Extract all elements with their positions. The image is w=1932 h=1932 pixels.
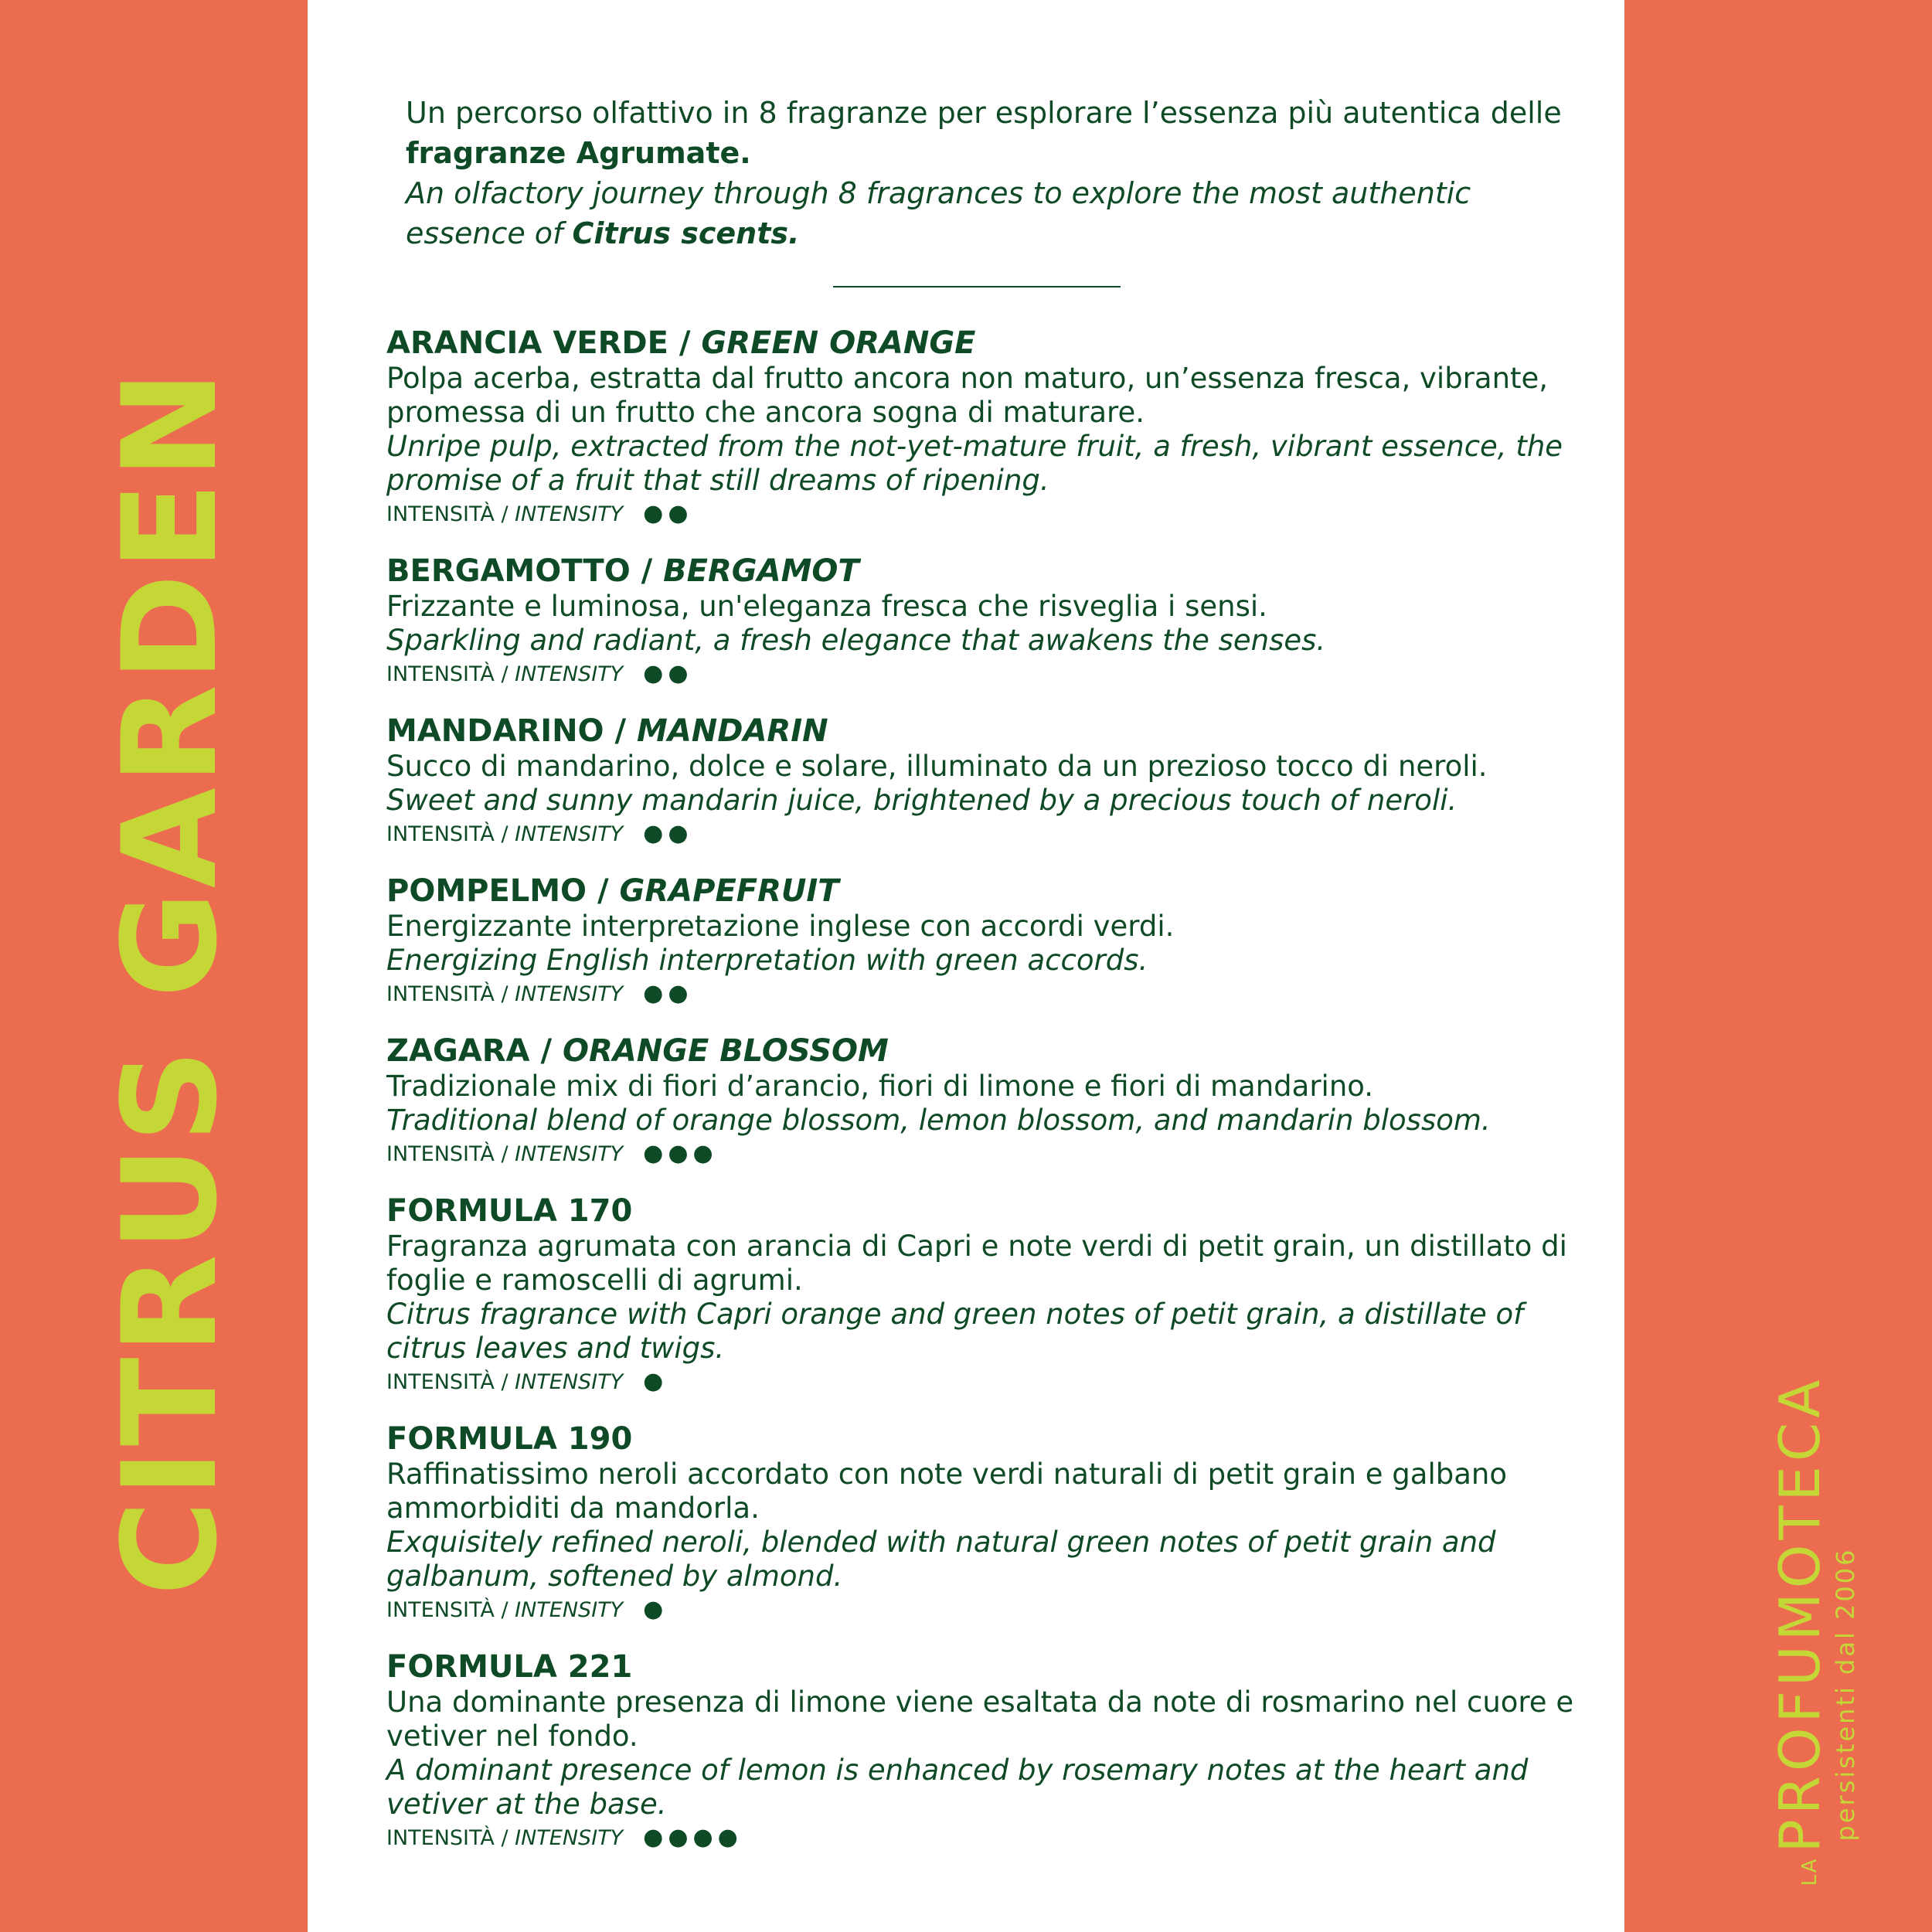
intro-english: An olfactory journey through 8 fragrances to explore the most authentic essence of Citrus scents. <box>406 176 1471 250</box>
fragrance-entry <box>386 1032 1577 1169</box>
fragrance-entry <box>386 1648 1577 1853</box>
intensity-label-en: INTENSITY <box>515 982 624 1006</box>
intensity-label-en: INTENSITY <box>515 1598 624 1622</box>
description-english: Unripe pulp, extracted from the not-yet-mature fruit, a fresh, vibrant essence, the promise of a fruit that still dreams of ripening. <box>386 430 1563 497</box>
description-italian: Succo di mandarino, dolce e solare, illuminato da un prezioso tocco di neroli. <box>386 750 1488 783</box>
intensity-label-en: INTENSITY <box>515 1142 624 1166</box>
intensity-row <box>386 1823 1577 1853</box>
intensity-dots: ● <box>643 1368 668 1395</box>
intensity-label-it: INTENSITÀ / <box>386 502 515 526</box>
intensity-label-it: INTENSITÀ / <box>386 982 515 1006</box>
intensity-label-en: INTENSITY <box>515 1370 624 1394</box>
intensity-label-it: INTENSITÀ / <box>386 662 515 686</box>
fragrance-name-it: FORMULA 170 <box>386 1193 633 1229</box>
fragrance-name-en: BERGAMOT <box>663 553 859 589</box>
fragrance-entry <box>386 553 1577 689</box>
fragrance-name-en: ORANGE BLOSSOM <box>562 1033 889 1069</box>
fragrance-name-it: ARANCIA VERDE <box>386 325 668 361</box>
fragrance-name-it: MANDARINO <box>386 713 604 749</box>
description-english: Exquisitely refined neroli, blended with natural green notes of petit grain and galbanum, softened by almond. <box>386 1526 1496 1593</box>
fragrance-title <box>386 325 1577 362</box>
description-english: Energizing English interpretation with green accords. <box>386 944 1148 977</box>
intro-text <box>406 93 1577 253</box>
vertical-title: CITRUS GARDEN <box>94 367 246 1596</box>
fragrance-title <box>386 553 1577 590</box>
intensity-label-en: INTENSITY <box>515 822 624 846</box>
fragrance-name-en: GREEN ORANGE <box>701 325 976 361</box>
intensity-dots: ●● <box>643 980 693 1007</box>
intensity-dots: ●●●● <box>643 1824 743 1851</box>
title-separator: / <box>587 873 620 909</box>
fragrance-name-en: MANDARIN <box>637 713 828 749</box>
intensity-label-it: INTENSITÀ / <box>386 1370 515 1394</box>
fragrance-entry <box>386 1192 1577 1397</box>
intensity-label-en: INTENSITY <box>515 662 624 686</box>
description-italian: Raffinatissimo neroli accordato con note verdi naturali di petit grain e galbano ammorbiditi da mandorla. <box>386 1458 1507 1525</box>
intensity-label-it: INTENSITÀ / <box>386 1142 515 1166</box>
fragrance-name-it: FORMULA 190 <box>386 1421 633 1457</box>
description-italian: Polpa acerba, estratta dal frutto ancora non maturo, un’essenza fresca, vibrante, promessa di un frutto che ancora sogna di maturare. <box>386 362 1549 429</box>
intensity-label-en: INTENSITY <box>515 1826 624 1850</box>
description-english: A dominant presence of lemon is enhanced by rosemary notes at the heart and vetiver at the base. <box>386 1753 1529 1821</box>
title-separator: / <box>529 1033 563 1069</box>
intensity-dots: ●●● <box>643 1140 718 1167</box>
intensity-row <box>386 1595 1577 1625</box>
intensity-label-it: INTENSITÀ / <box>386 1598 515 1622</box>
intensity-label-it: INTENSITÀ / <box>386 1826 515 1850</box>
intensity-dots: ●● <box>643 500 693 527</box>
logo-prefix: LA <box>1798 1857 1821 1886</box>
intensity-dots: ●● <box>643 660 693 687</box>
fragrance-name-en: GRAPEFRUIT <box>619 873 839 909</box>
fragrance-name-it: ZAGARA <box>386 1033 530 1069</box>
intensity-dots: ● <box>643 1596 668 1623</box>
fragrance-name-it: POMPELMO <box>386 873 587 909</box>
fragrance-entry <box>386 872 1577 1009</box>
intensity-row <box>386 499 1577 529</box>
description-english: Sweet and sunny mandarin juice, brightened by a precious touch of neroli. <box>386 784 1458 817</box>
fragrance-title <box>386 872 1577 910</box>
fragrance-name-it: BERGAMOTTO <box>386 553 631 589</box>
intensity-label-it: INTENSITÀ / <box>386 822 515 846</box>
title-separator: / <box>604 713 638 749</box>
fragrance-entry <box>386 325 1577 529</box>
divider <box>833 286 1121 287</box>
description-italian: Fragranza agrumata con arancia di Capri e note verdi di petit grain, un distillato di foglie e ramoscelli di agrumi. <box>386 1230 1567 1297</box>
fragrance-entry <box>386 1420 1577 1625</box>
title-separator: / <box>630 553 664 589</box>
fragrance-title <box>386 1420 1577 1458</box>
logo-tagline: persistenti dal 2006 <box>1831 1547 1860 1842</box>
fragrance-entry <box>386 713 1577 849</box>
description-italian: Frizzante e luminosa, un'eleganza fresca che risveglia i sensi. <box>386 590 1267 623</box>
description-english: Sparkling and radiant, a fresh elegance that awakens the senses. <box>386 624 1326 657</box>
brand-logo <box>1767 1375 1860 1886</box>
intensity-row <box>386 1367 1577 1397</box>
intensity-row <box>386 659 1577 689</box>
logo-name: PROFUMOTECA <box>1767 1375 1832 1853</box>
intro-italian: Un percorso olfattivo in 8 fragranze per esplorare l’essenza più autentica delle fragranze Agrumate. <box>406 96 1562 170</box>
fragrance-title <box>386 1648 1577 1685</box>
intensity-row <box>386 819 1577 849</box>
title-separator: / <box>668 325 702 361</box>
fragrance-name-it: FORMULA 221 <box>386 1649 633 1685</box>
description-italian: Tradizionale mix di fiori d’arancio, fiori di limone e fiori di mandarino. <box>386 1070 1374 1103</box>
intensity-dots: ●● <box>643 820 693 847</box>
description-italian: Una dominante presenza di limone viene esaltata da note di rosmarino nel cuore e vetiver nel fondo. <box>386 1685 1574 1753</box>
description-english: Traditional blend of orange blossom, lemon blossom, and mandarin blossom. <box>386 1104 1491 1137</box>
fragrance-list <box>386 325 1577 1853</box>
fragrance-title <box>386 1192 1577 1230</box>
fragrance-title <box>386 713 1577 750</box>
intensity-row <box>386 1139 1577 1169</box>
description-english: Citrus fragrance with Capri orange and green notes of petit grain, a distillate of citrus leaves and twigs. <box>386 1298 1524 1365</box>
intensity-row <box>386 979 1577 1009</box>
description-italian: Energizzante interpretazione inglese con accordi verdi. <box>386 910 1175 943</box>
fragrance-title <box>386 1032 1577 1070</box>
main-content <box>386 93 1577 1876</box>
intensity-label-en: INTENSITY <box>515 502 624 526</box>
